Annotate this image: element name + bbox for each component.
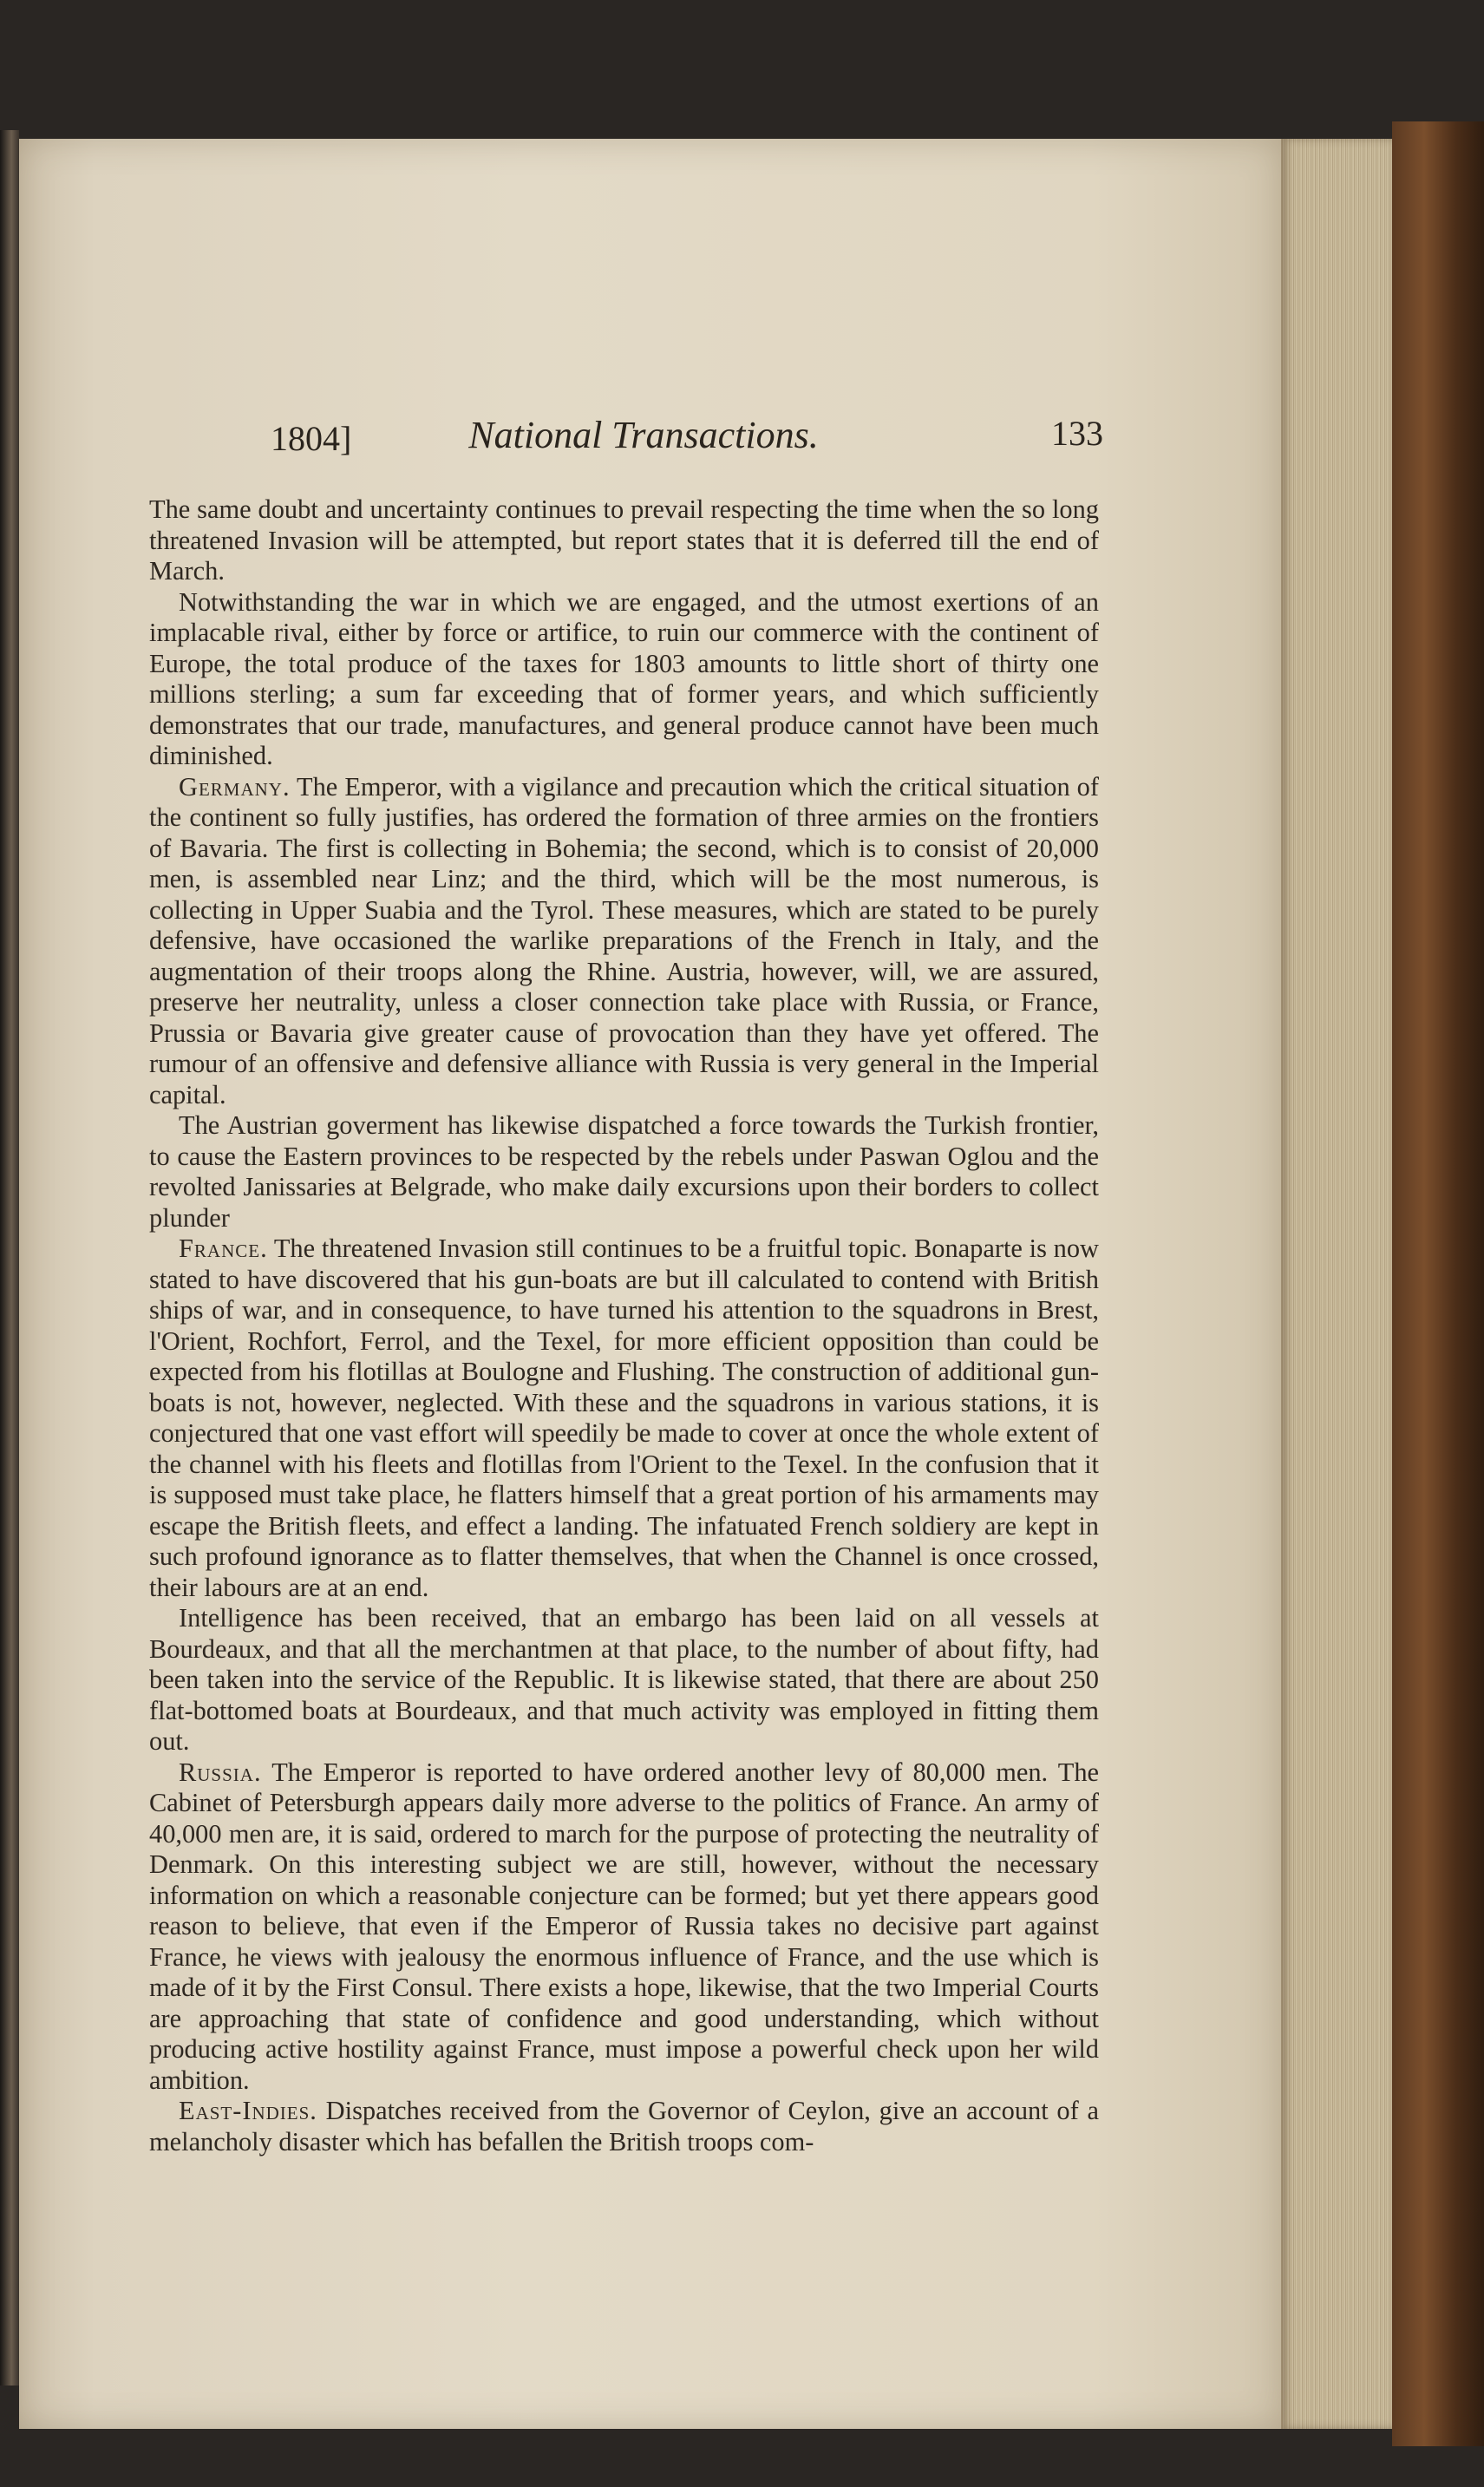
section-lead: Germany.	[179, 771, 291, 802]
book-page	[19, 139, 1281, 2429]
paragraph-text: The Austrian goverment has likewise dispatched a force towards the Turkish frontier, to cause the Eastern provinces to be respected by the rebels under Paswan Oglou and the revolted Janissaries at Belgrade, who make daily excursions upon their borders to collect plunder	[149, 1110, 1099, 1233]
paragraph-russia	[149, 1757, 1099, 2097]
paragraph	[149, 494, 1099, 587]
paragraph	[149, 1603, 1099, 1757]
paragraph-text: Notwithstanding the war in which we are engaged, and the utmost exertions of an implacable rival, either by force or artifice, to ruin our commerce with the continent of Europe, the total produce of the taxes for 1803 amounts to little short of thirty one millions sterling; a sum far exceeding that of former years, and which sufficiently demonstrates that our trade, manufactures, and general produce cannot have been much diminished.	[149, 586, 1099, 770]
header-title: National Transactions.	[468, 414, 819, 456]
paragraph-france	[149, 1234, 1099, 1603]
book-spine	[1392, 121, 1484, 2446]
paragraph-text: Dispatches received from the Governor of Ceylon, give an account of a melancholy disaster which has befallen the British troops com-	[149, 2096, 1099, 2156]
paragraph-east-indies	[149, 2096, 1099, 2157]
paragraph-germany	[149, 772, 1099, 1111]
section-lead: East-Indies.	[179, 2096, 317, 2125]
paragraph-text: The threatened Invasion still continues to be a fruitful topic. Bonaparte is now stated to have discovered that his gun-boats are but ill calculated to contend with British ships of war, and in consequence, to have turned his attention to the squadrons in Brest, l'Orient, Rochfort, Ferrol, and the Texel, for more efficient opposition than could be expected from his flotillas at Boulogne and Flushing. The construction of additional gun-boats is not, however, neglected. With these and the squadrons in various stations, it is conjectured that one vast effort will speedily be made to cover at once the whole extent of the channel with his fleets and flotillas from l'Orient to the Texel. In the confusion that it is supposed must take place, he flatters himself that a great portion of his armaments may escape the British fleets, and effect a landing. The infatuated French soldiery are kept in such profound ignorance as to flatter themselves, that when the Channel is once crossed, their labours are at an end.	[149, 1234, 1099, 1602]
facing-page-edge	[0, 130, 19, 2386]
page-body	[149, 494, 1099, 2157]
section-lead: France.	[179, 1234, 268, 1263]
paragraph	[149, 587, 1099, 772]
page-edges	[1281, 139, 1392, 2429]
header-year: 1804]	[271, 419, 352, 458]
running-header	[19, 408, 1281, 460]
section-lead: Russia.	[179, 1757, 262, 1787]
paragraph-text: The same doubt and uncertainty continues to prevail respecting the time when the so long threatened Invasion will be attempted, but report states that it is deferred till the end of March.	[149, 494, 1099, 586]
page-number: 133	[1051, 414, 1103, 453]
paragraph	[149, 1110, 1099, 1234]
paragraph-text: The Emperor, with a vigilance and precaution which the critical situation of the continent so fully justifies, has ordered the formation of three armies on the frontiers of Bavaria. The first is collecting in Bohemia; the second, which is to consist of 20,000 men, is assembled near Linz; and the third, which will be the most numerous, is collecting in Upper Suabia and the Tyrol. These measures, which are stated to be purely defensive, have occasioned the warlike preparations of the French in Italy, and the augmentation of their troops along the Rhine. Austria, however, will, we are assured, preserve her neutrality, unless a closer connection take place with Russia, or France, Prussia or Bavaria give greater cause of provocation than they have yet offered. The rumour of an offensive and defensive alliance with Russia is very general in the Imperial capital.	[149, 771, 1099, 1109]
paragraph-text: The Emperor is reported to have ordered another levy of 80,000 men. The Cabinet of Petersburgh appears daily more adverse to the politics of France. An army of 40,000 men are, it is said, ordered to march for the purpose of protecting the neutrality of Denmark. On this interesting subject we are still, however, without the necessary information on which a reasonable conjecture can be formed; but yet there appears good reason to believe, that even if the Emperor of Russia takes no decisive part against France, he views with jealousy the enormous influence of France, and the use which is made of it by the First Consul. There exists a hope, likewise, that the two Imperial Courts are approaching that state of confidence and good understanding, which without producing active hostility against France, must impose a powerful check upon her wild ambition.	[149, 1757, 1099, 2095]
paragraph-text: Intelligence has been received, that an embargo has been laid on all vessels at Bourdeaux, and that all the merchantmen at that place, to the number of about fifty, had been taken into the service of the Republic. It is likewise stated, that there are about 250 flat-bottomed boats at Bourdeaux, and that much activity was employed in fitting them out.	[149, 1603, 1099, 1756]
